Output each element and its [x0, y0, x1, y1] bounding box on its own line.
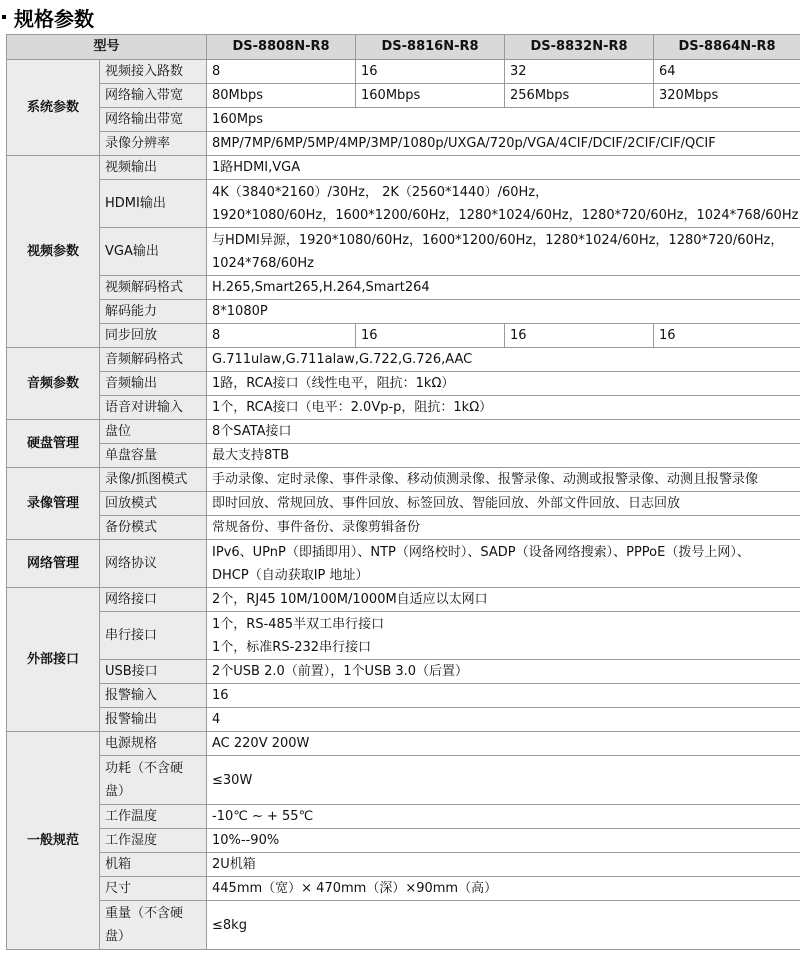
spec-row: [7, 853, 800, 877]
spec-row: [7, 660, 800, 684]
spec-table-body: [7, 60, 800, 950]
parameter-label: 尺寸: [100, 877, 207, 901]
spec-row: [7, 372, 800, 396]
parameter-label: 视频解码格式: [100, 276, 207, 300]
spec-table: [6, 34, 800, 950]
model-column-header: DS-8816N-R8: [356, 35, 505, 60]
category-cell: 网络管理: [7, 540, 100, 588]
parameter-value: -10℃ ~ + 55℃: [207, 805, 800, 829]
parameter-label: 网络输入带宽: [100, 84, 207, 108]
spec-row: [7, 516, 800, 540]
spec-row: [7, 396, 800, 420]
spec-row: [7, 132, 800, 156]
parameter-label: 录像/抓图模式: [100, 468, 207, 492]
parameter-value: [207, 180, 800, 228]
parameter-value: 1路，RCA接口（线性电平，阻抗：1kΩ）: [207, 372, 800, 396]
spec-row: [7, 540, 800, 588]
spec-row: [7, 877, 800, 901]
parameter-label: 视频接入路数: [100, 60, 207, 84]
spec-row: [7, 324, 800, 348]
model-value-cell: 8: [207, 324, 356, 348]
value-line: 1920*1080/60Hz，1600*1200/60Hz，1280*1024/60Hz，1280*720/60Hz，1024*768/60Hz: [212, 207, 799, 223]
model-value-cell: 256Mbps: [505, 84, 654, 108]
spec-row: [7, 348, 800, 372]
value-line: IPv6、UPnP（即插即用）、NTP（网络校时）、SADP（设备网络搜索）、PPPoE（拨号上网）、: [212, 544, 750, 560]
parameter-value: 1路HDMI,VGA: [207, 156, 800, 180]
spec-row: [7, 444, 800, 468]
spec-row: [7, 156, 800, 180]
category-cell: 外部接口: [7, 588, 100, 732]
parameter-label: 录像分辨率: [100, 132, 207, 156]
parameter-value: 2U机箱: [207, 853, 800, 877]
value-line: 与HDMI异源，1920*1080/60Hz，1600*1200/60Hz，1280*1024/60Hz，1280*720/60Hz，: [212, 232, 784, 248]
spec-row: [7, 468, 800, 492]
parameter-label: VGA输出: [100, 228, 207, 276]
section-title: [0, 0, 800, 34]
spec-row: [7, 756, 800, 805]
model-value-cell: 32: [505, 60, 654, 84]
parameter-label: 备份模式: [100, 516, 207, 540]
category-cell: 视频参数: [7, 156, 100, 348]
model-value-cell: 160Mbps: [356, 84, 505, 108]
model-header: 型号: [7, 35, 207, 60]
parameter-value: 2个，RJ45 10M/100M/1000M自适应以太网口: [207, 588, 800, 612]
spec-row: [7, 492, 800, 516]
parameter-label: 视频输出: [100, 156, 207, 180]
title-bullet-icon: [2, 15, 6, 19]
parameter-label: 盘位: [100, 420, 207, 444]
parameter-label: 解码能力: [100, 300, 207, 324]
parameter-label: 音频解码格式: [100, 348, 207, 372]
parameter-value: 手动录像、定时录像、事件录像、移动侦测录像、报警录像、动测或报警录像、动测且报警录像: [207, 468, 800, 492]
spec-row: [7, 612, 800, 660]
spec-row: [7, 684, 800, 708]
model-value-cell: 80Mbps: [207, 84, 356, 108]
model-value-cell: 16: [654, 324, 800, 348]
parameter-label: USB接口: [100, 660, 207, 684]
model-value-cell: 16: [505, 324, 654, 348]
model-value-cell: 320Mbps: [654, 84, 800, 108]
spec-row: [7, 420, 800, 444]
model-value-cell: 16: [356, 60, 505, 84]
parameter-label: 音频输出: [100, 372, 207, 396]
parameter-value: 即时回放、常规回放、事件回放、标签回放、智能回放、外部文件回放、日志回放: [207, 492, 800, 516]
parameter-label: 工作湿度: [100, 829, 207, 853]
parameter-value: AC 220V 200W: [207, 732, 800, 756]
parameter-label: 串行接口: [100, 612, 207, 660]
parameter-value: H.265,Smart265,H.264,Smart264: [207, 276, 800, 300]
parameter-value: 8*1080P: [207, 300, 800, 324]
parameter-value: 10%--90%: [207, 829, 800, 853]
model-column-header: DS-8808N-R8: [207, 35, 356, 60]
parameter-label: 报警输出: [100, 708, 207, 732]
spec-row: [7, 588, 800, 612]
section-title-text: 规格参数: [14, 6, 94, 31]
spec-row: [7, 108, 800, 132]
parameter-label: 网络接口: [100, 588, 207, 612]
parameter-value: G.711ulaw,G.711alaw,G.722,G.726,AAC: [207, 348, 800, 372]
parameter-label: [100, 756, 207, 805]
spec-row: [7, 180, 800, 228]
parameter-value: 1个，RCA接口（电平：2.0Vp-p，阻抗：1kΩ）: [207, 396, 800, 420]
value-line: DHCP（自动获取IP 地址）: [212, 567, 369, 583]
label-line: 盘）: [105, 784, 132, 799]
label-line: 功耗（不含硬: [105, 761, 184, 776]
model-column-header: DS-8864N-R8: [654, 35, 800, 60]
parameter-label: HDMI输出: [100, 180, 207, 228]
parameter-value: [207, 228, 800, 276]
model-value-cell: 16: [356, 324, 505, 348]
parameter-value: 8MP/7MP/6MP/5MP/4MP/3MP/1080p/UXGA/720p/VGA/4CIF/DCIF/2CIF/CIF/QCIF: [207, 132, 800, 156]
parameter-label: 电源规格: [100, 732, 207, 756]
category-cell: 音频参数: [7, 348, 100, 420]
category-cell: 录像管理: [7, 468, 100, 540]
value-line: 1024*768/60Hz: [212, 255, 314, 271]
spec-row: [7, 901, 800, 950]
value-line: 1个，RS-485半双工串行接口: [212, 616, 385, 632]
model-value-cell: 8: [207, 60, 356, 84]
parameter-value: 4: [207, 708, 800, 732]
spec-row: [7, 60, 800, 84]
parameter-label: 网络协议: [100, 540, 207, 588]
spec-row: [7, 300, 800, 324]
spec-row: [7, 829, 800, 853]
parameter-label: 回放模式: [100, 492, 207, 516]
parameter-label: 工作温度: [100, 805, 207, 829]
label-line: 重量（不含硬: [105, 906, 184, 921]
value-line: 4K（3840*2160）/30Hz， 2K（2560*1440）/60Hz，: [212, 184, 549, 200]
label-line: 盘）: [105, 929, 132, 944]
parameter-value: 445mm（宽）× 470mm（深）×90mm（高）: [207, 877, 800, 901]
parameter-value: 最大支持8TB: [207, 444, 800, 468]
spec-row: [7, 805, 800, 829]
parameter-value: ≤8kg: [207, 901, 800, 950]
spec-row: [7, 276, 800, 300]
category-cell: 硬盘管理: [7, 420, 100, 468]
spec-row: [7, 228, 800, 276]
spec-row: [7, 84, 800, 108]
category-cell: 一般规范: [7, 732, 100, 950]
parameter-value: 2个USB 2.0（前置），1个USB 3.0（后置）: [207, 660, 800, 684]
spec-row: [7, 732, 800, 756]
parameter-label: 同步回放: [100, 324, 207, 348]
parameter-label: 单盘容量: [100, 444, 207, 468]
parameter-value: [207, 612, 800, 660]
parameter-value: ≤30W: [207, 756, 800, 805]
parameter-label: 网络输出带宽: [100, 108, 207, 132]
parameter-value: 160Mps: [207, 108, 800, 132]
parameter-value: [207, 540, 800, 588]
spec-row: [7, 708, 800, 732]
parameter-value: 常规备份、事件备份、录像剪辑备份: [207, 516, 800, 540]
parameter-label: 语音对讲输入: [100, 396, 207, 420]
header-row: [7, 35, 800, 60]
category-cell: 系统参数: [7, 60, 100, 156]
model-value-cell: 64: [654, 60, 800, 84]
parameter-label: 报警输入: [100, 684, 207, 708]
parameter-value: 8个SATA接口: [207, 420, 800, 444]
parameter-label: 机箱: [100, 853, 207, 877]
value-line: 1个，标准RS-232串行接口: [212, 639, 372, 655]
parameter-label: [100, 901, 207, 950]
model-column-header: DS-8832N-R8: [505, 35, 654, 60]
parameter-value: 16: [207, 684, 800, 708]
